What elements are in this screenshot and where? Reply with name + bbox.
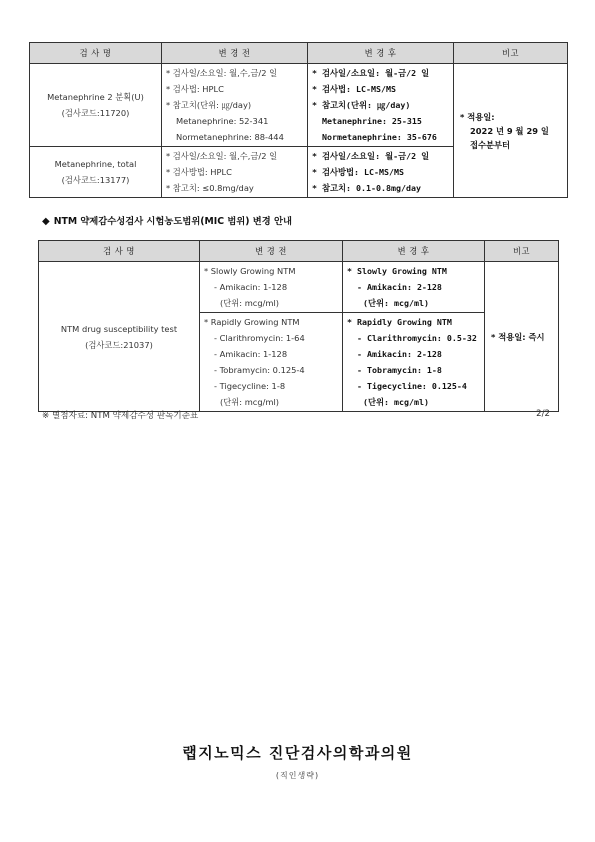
before-line: * 검사일/소요일: 월,수,금/2 일 (166, 151, 278, 161)
before-line: - Tigecycline: 1-8 (214, 381, 286, 391)
before-line: (단위: mcg/ml) (220, 298, 280, 308)
before-cell (162, 147, 308, 198)
after-rapid-cell (343, 313, 485, 412)
after-line: - Clarithromycin: 0.5-32 (357, 333, 477, 343)
after-line: * 검사법: LC-MS/MS (312, 84, 396, 94)
after-line: (단위: mcg/ml) (363, 397, 429, 407)
after-line: * 검사일/소요일: 월-금/2 일 (312, 68, 430, 78)
col-header-test-name: 검 사 명 (30, 43, 162, 64)
after-line: * Slowly Growing NTM (347, 266, 447, 276)
after-line: * Rapidly Growing NTM (347, 317, 452, 327)
after-line: * 참고치(단위: ㎍/day) (312, 100, 411, 110)
col-header-before: 변 경 전 (200, 241, 343, 262)
before-line: * 검사일/소요일: 월,수,금/2 일 (166, 68, 278, 78)
before-line: * 검사방법: HPLC (166, 167, 232, 177)
page-number: 2/2 (536, 409, 550, 419)
table-metanephrine-changes (29, 42, 568, 198)
col-header-test-name: 검 사 명 (39, 241, 200, 262)
after-line: Metanephrine: 25-315 (322, 116, 422, 126)
table-header-row (39, 241, 559, 262)
test-code: (검사코드:13177) (61, 175, 130, 185)
remark-line: * 적용일: 즉시 (491, 331, 545, 342)
after-line: * 참고치: 0.1-0.8mg/day (312, 183, 421, 193)
col-header-before: 변 경 전 (162, 43, 308, 64)
remark-line: * 적용일: (460, 111, 495, 122)
after-slow-cell (343, 262, 485, 313)
before-line: Metanephrine: 52-341 (176, 116, 269, 126)
remark-cell (485, 262, 559, 412)
before-rapid-cell (200, 313, 343, 412)
col-header-after: 변 경 후 (308, 43, 454, 64)
before-line: - Amikacin: 1-128 (214, 349, 288, 359)
remark-cell (454, 64, 568, 198)
col-header-remark: 비고 (454, 43, 568, 64)
after-line: - Tobramycin: 1-8 (357, 365, 442, 375)
before-line: * 참고치: ≤0.8mg/day (166, 183, 254, 193)
before-line: - Clarithromycin: 1-64 (214, 333, 305, 343)
remark-line: 접수분부터 (470, 139, 511, 150)
test-name-cell (39, 262, 200, 412)
test-code: (검사코드:11720) (61, 108, 130, 118)
before-line: Normetanephrine: 88-444 (176, 132, 284, 142)
table-header-row (30, 43, 568, 64)
after-line: - Amikacin: 2-128 (357, 282, 442, 292)
after-line: * 검사일/소요일: 월-금/2 일 (312, 151, 430, 161)
after-line: * 검사방법: LC-MS/MS (312, 167, 405, 177)
before-line: * 참고치(단위: ㎍/day) (166, 100, 252, 110)
before-line: * Rapidly Growing NTM (204, 317, 300, 327)
after-line: (단위: mcg/ml) (363, 298, 429, 308)
after-line: - Tigecycline: 0.125-4 (357, 381, 467, 391)
col-header-after: 변 경 후 (343, 241, 485, 262)
seal-omitted-note: (직인생략) (275, 771, 320, 780)
before-line: - Tobramycin: 0.125-4 (214, 365, 305, 375)
section-title: ◆ NTM 약제감수성검사 시험농도범위(MIC 범위) 변경 안내 (42, 216, 292, 227)
after-cell (308, 147, 454, 198)
test-name: Metanephrine, total (54, 159, 137, 169)
after-line: - Amikacin: 2-128 (357, 349, 442, 359)
after-cell (308, 64, 454, 147)
before-cell (162, 64, 308, 147)
test-name: Metanephrine 2 분획(U) (47, 92, 144, 102)
test-name-cell (30, 147, 162, 198)
before-line: * 검사법: HPLC (166, 84, 224, 94)
col-header-remark: 비고 (485, 241, 559, 262)
before-slow-cell (200, 262, 343, 313)
before-line: (단위: mcg/ml) (220, 397, 280, 407)
before-line: * Slowly Growing NTM (204, 266, 296, 276)
test-name-cell (30, 64, 162, 147)
table-ntm-mic-changes (38, 240, 559, 412)
organization-name: 랩지노믹스 진단검사의학과의원 (182, 744, 413, 762)
table-row (30, 64, 568, 147)
test-name: NTM drug susceptibility test (60, 323, 178, 334)
remark-line: 2022 년 9 월 29 일 (470, 125, 549, 136)
table-row (39, 262, 559, 313)
test-code: (검사코드:21037) (85, 339, 153, 350)
attachment-footnote: ※ 별첨자료: NTM 약제감수성 판독기준표 (42, 411, 199, 421)
after-line: Normetanephrine: 35-676 (322, 132, 437, 142)
diamond-bullet-icon: ◆ (42, 216, 50, 227)
before-line: - Amikacin: 1-128 (214, 282, 288, 292)
